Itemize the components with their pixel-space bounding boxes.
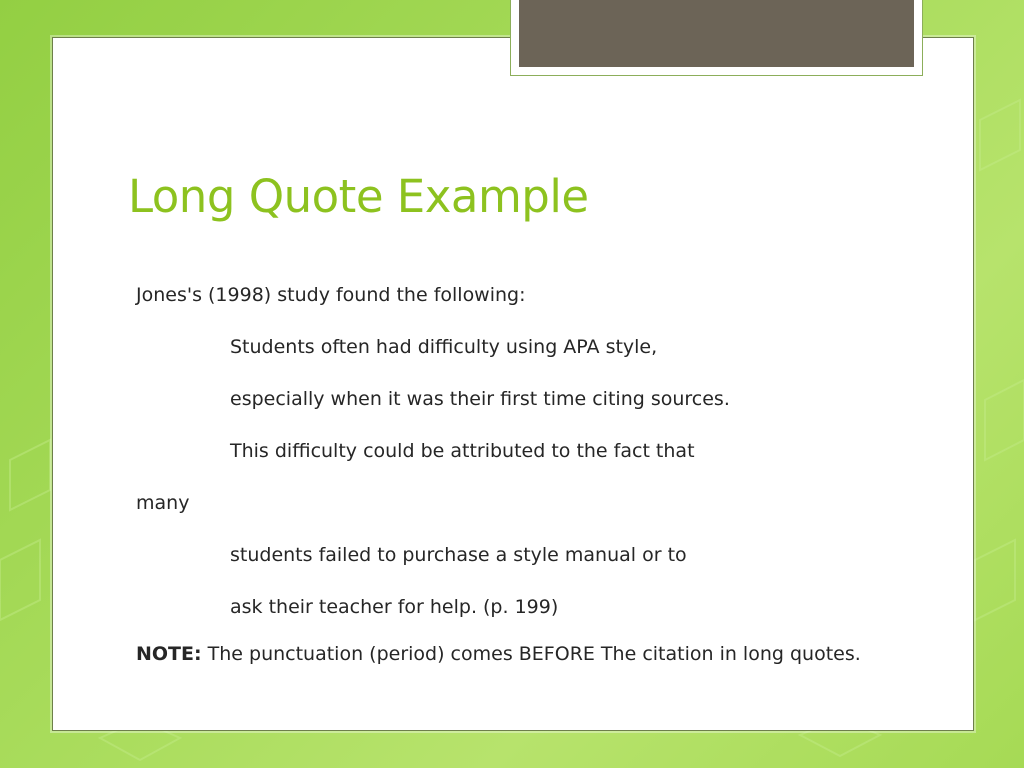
quote-line: This difficulty could be attributed to the fact that xyxy=(230,440,695,462)
note-paragraph xyxy=(136,640,896,669)
note-text: The punctuation (period) comes BEFORE The citation in long quotes. xyxy=(201,643,861,665)
note-label: NOTE: xyxy=(136,643,202,665)
slide-card xyxy=(52,37,974,731)
quote-line: many xyxy=(136,492,190,514)
quote-line: especially when it was their first time citing sources. xyxy=(230,388,730,410)
quote-line: students failed to purchase a style manual or to xyxy=(230,544,687,566)
slide-title: Long Quote Example xyxy=(128,170,589,223)
intro-text: Jones's (1998) study found the following: xyxy=(136,284,526,306)
header-tab-fill xyxy=(519,0,914,67)
header-tab-decoration xyxy=(510,0,923,76)
quote-line: ask their teacher for help. (p. 199) xyxy=(230,596,559,618)
quote-line: Students often had difficulty using APA style, xyxy=(230,336,658,358)
